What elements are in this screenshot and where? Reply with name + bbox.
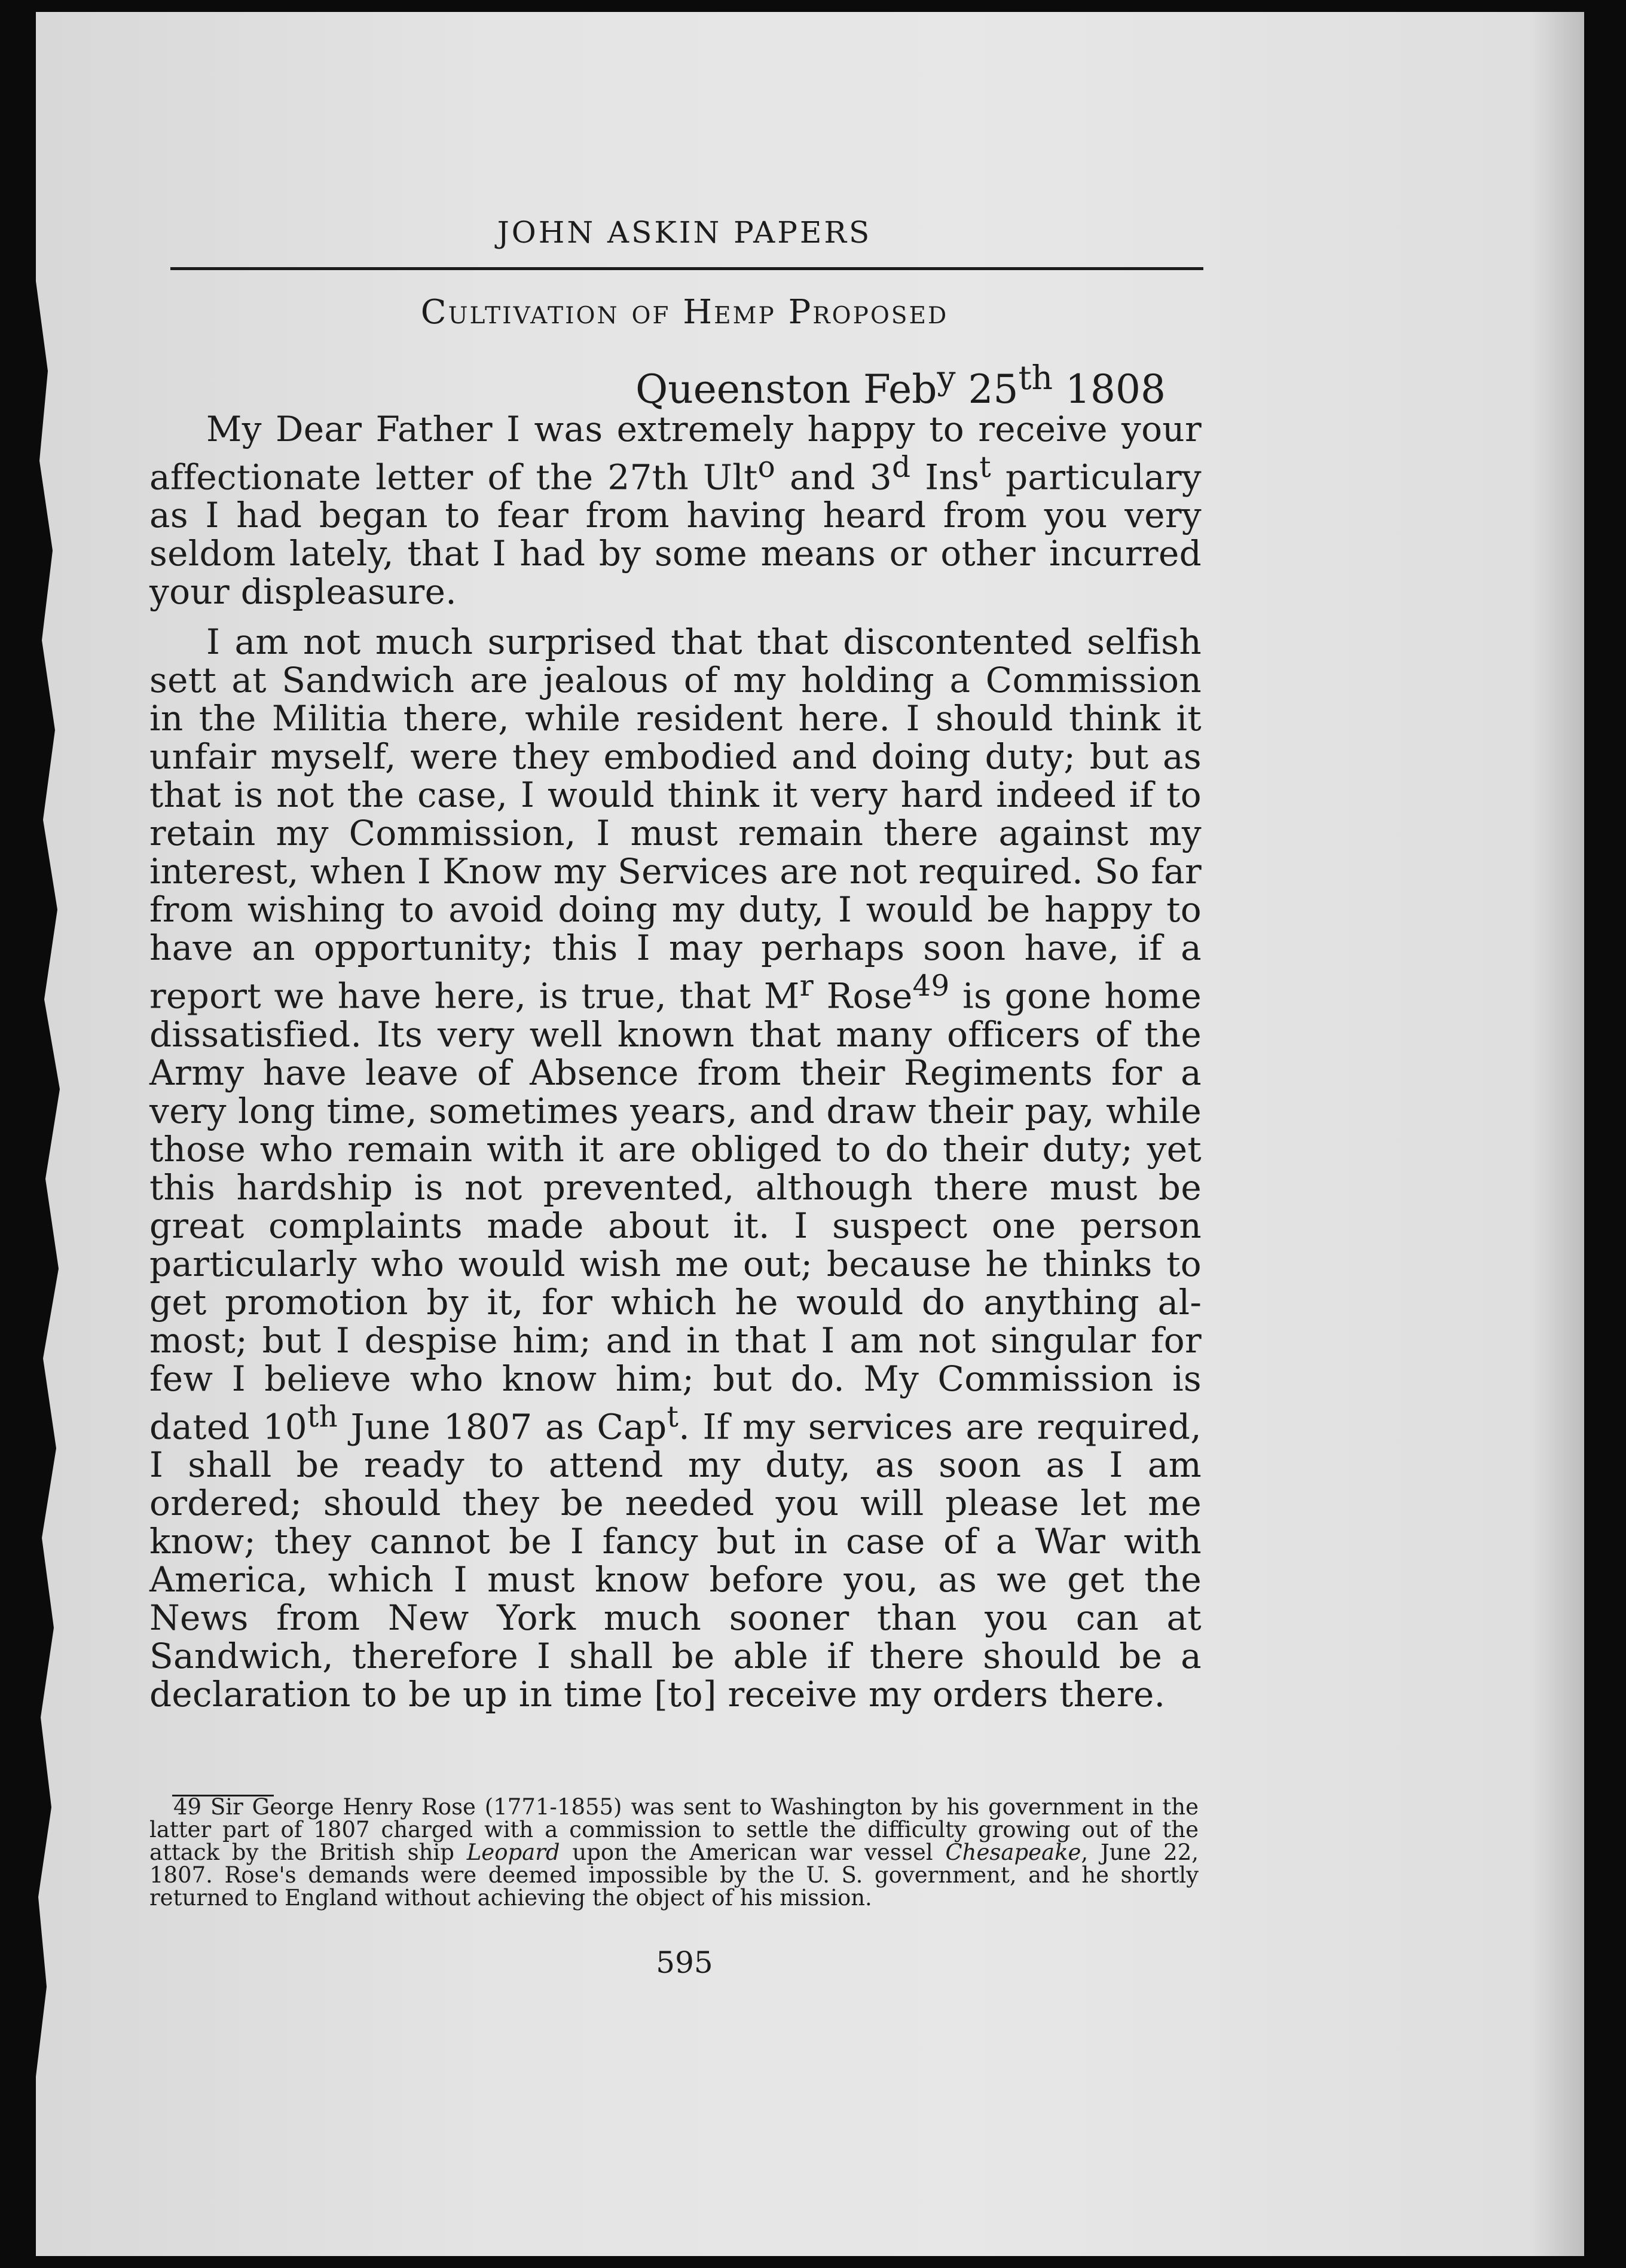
superscript: r [799,969,814,1003]
superscript: th [307,1400,338,1434]
dateline [635,359,1166,412]
section-title: Cultivation of Hemp Proposed [420,293,949,332]
text-segment: Sir George Henry Rose (1771-1855) was sent to Washington by his government in the latter part of 1807 charged with a commission to settle the difficulty growing out of the attack by the British ship [149,1794,1199,1865]
italic-text: Leopard [466,1840,560,1865]
superscript: t [667,1400,679,1434]
italic-text: Chesapeake [945,1840,1081,1865]
text-segment: . If my services are required, I shall be ready to attend my duty, as soon as I am ordered; should they be needed you will please let me know; they cannot be I fancy but in case of a War with America, which I must know before you, as we get the News from New York much sooner than you can at Sandwich, therefore I shall be able if there should be a declaration to be up in time [to] receive my orders there. [149,1406,1202,1715]
text-segment: My Dear Father I was extremely happy to receive your affectionate letter of the 27th Ult [149,409,1202,498]
letter-body [149,410,1202,1713]
text-segment: particulary as I had began to fear from having heard from you very seldom lately, that I had by some means or other incurred your displeasure. [149,457,1202,613]
paragraph [149,410,1202,611]
dateline-day: 25 [955,366,1019,412]
superscript: t [979,451,991,484]
running-head: JOHN ASKIN PAPERS [497,215,872,250]
text-segment: Ins [910,457,980,498]
dateline-day-sup: th [1018,359,1053,397]
dateline-place: Queenston Feb [635,366,937,412]
text-segment: upon the American war vessel [560,1840,946,1865]
text-segment: June 1807 as Cap [338,1406,667,1447]
text-segment: I am not much surprised that that discontented selfish sett at Sandwich are jealous of my holding a Commission in the Militia there, while resident here. I should think it unfair myself, were they embodied and doing duty; but as that is not the case, I would think it very hard indeed if to retain my Commission, I must remain there against my interest, when I Know my Services are not required. So far from wishing to avoid doing my duty, I would be happy to have an opportunity; this I may perhaps soon have, if a report we have here, is true, that M [149,622,1202,1017]
superscript: 49 [912,969,950,1003]
text-segment: is gone home dissatisfied. Its very well known that many officers of the Army have leave of Absence from their Regiments for a very long time, sometimes years, and draw their pay, while those who remain with it are obliged to do their duty; yet this hardship is not prevented, although there must be great complaints made about it. I suspect one person particularly who would wish me out; because he thinks to get promotion by it, for which he would do anything almost; but I despise him; and in that I am not singular for few I believe who know him; but do. My Commission is dated 10 [149,975,1202,1447]
paragraph [149,623,1202,1713]
page-number: 595 [656,1945,713,1980]
header-rule [170,267,1203,270]
dateline-month-sup: y [937,359,956,397]
text-segment: , June 22, 1807. Rose's demands were deemed impossible by the U. S. government, and he shortly returned to England without achieving the object of his mission. [149,1840,1199,1911]
superscript: d [892,451,911,484]
text-segment: Rose [813,975,913,1017]
superscript: o [757,451,775,484]
dateline-year: 1808 [1053,366,1166,412]
text-segment: and 3 [775,457,893,498]
footnote [149,1796,1199,1909]
footnote-number: 49 [173,1794,202,1820]
